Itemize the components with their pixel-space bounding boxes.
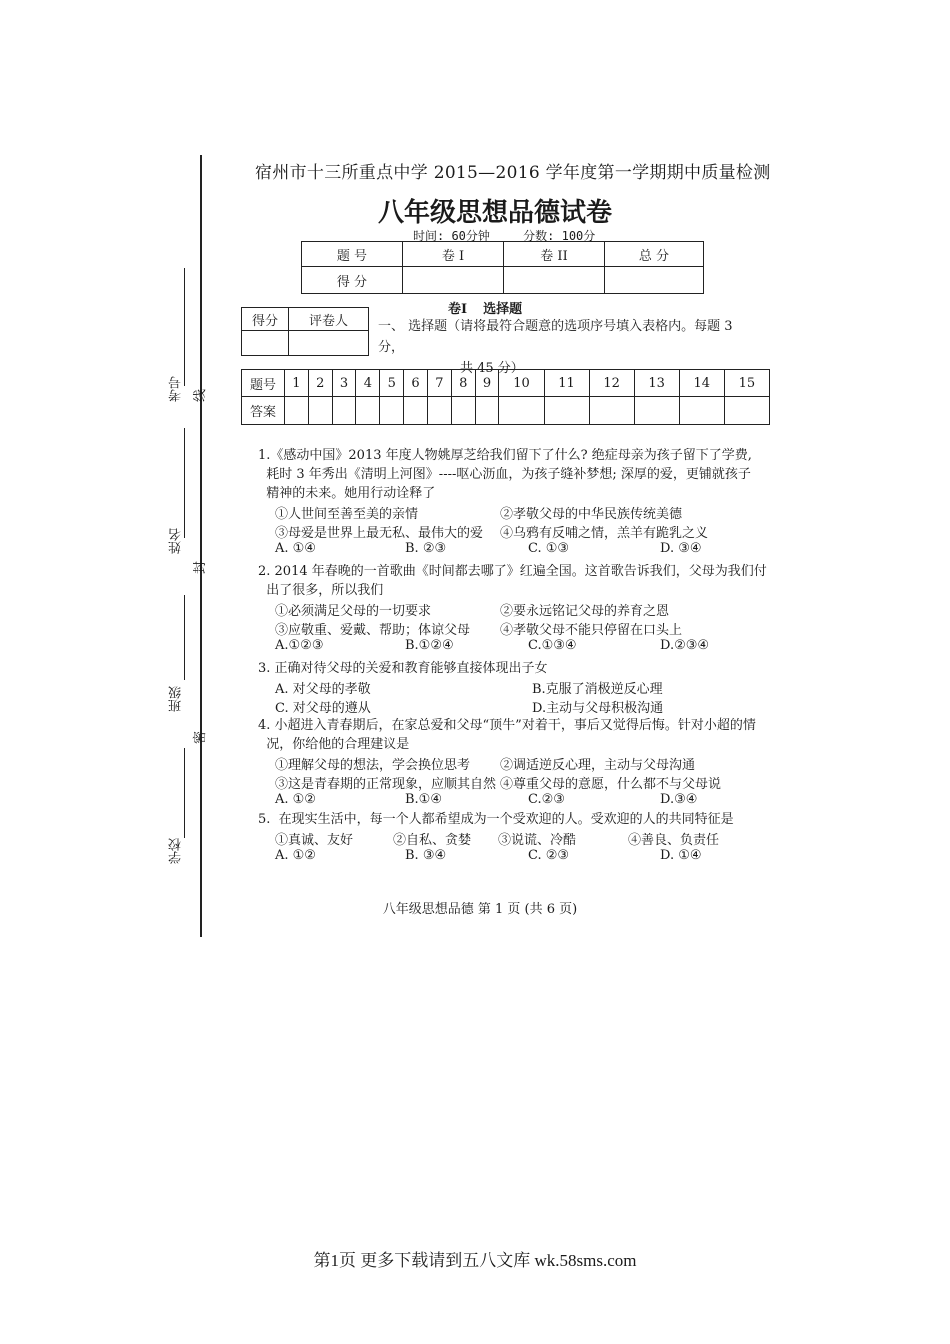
score-cell[interactable] <box>605 267 704 294</box>
question-statement: ①理解父母的想法，学会换位思考 <box>275 758 471 773</box>
answer-number: 11 <box>544 370 589 397</box>
question-text-line: 出了很多，所以我们 <box>258 583 384 598</box>
answer-option: D.主动与父母积极沟通 <box>532 701 664 716</box>
answer-option: B.①④ <box>405 792 442 807</box>
question-statement: ④善良、负责任 <box>628 833 720 848</box>
answer-cell[interactable] <box>499 397 544 425</box>
answer-cell[interactable] <box>589 397 634 425</box>
answer-cell[interactable] <box>427 397 451 425</box>
id-number-blank-line <box>184 268 185 386</box>
grader-header: 评卷人 <box>289 308 369 331</box>
school-blank-line <box>184 748 185 838</box>
answer-row-label: 答案 <box>242 397 285 425</box>
grader-cell[interactable] <box>242 331 289 356</box>
id-number-label: 考号 <box>169 376 184 402</box>
seal-secret-char: 密 <box>193 730 209 745</box>
answer-option: A. ①② <box>275 848 316 863</box>
question-statement: ③母爱是世界上最无私、最伟大的爱 <box>275 526 484 541</box>
score-row-label: 得 分 <box>302 267 403 294</box>
binding-margin-line <box>200 155 202 937</box>
school-label: 学校 <box>169 838 184 864</box>
answer-option: B.克服了消极逆反心理 <box>532 682 663 697</box>
question-statement: ④孝敬父母不能只停留在口头上 <box>500 623 683 638</box>
answer-option: D. ③④ <box>660 541 702 556</box>
question-statement: ①真诚、友好 <box>275 833 354 848</box>
answer-option: C. ①③ <box>528 541 570 556</box>
answer-table <box>241 369 770 425</box>
question-statement: ②要永远铭记父母的养育之恩 <box>500 604 670 619</box>
score-table-header: 卷 I <box>403 242 504 267</box>
question-statement: ③这是青春期的正常现象，应顺其自然 <box>275 777 497 792</box>
answer-option: C. ②③ <box>528 848 570 863</box>
question-text-line: 3. 正确对待父母的关爱和教育能够直接体现出子女 <box>258 661 548 676</box>
answer-cell[interactable] <box>380 397 404 425</box>
seal-seal-char: 封 <box>193 560 209 575</box>
score-table-header: 题 号 <box>302 242 403 267</box>
answer-option: C.②③ <box>528 792 565 807</box>
score-table <box>301 241 704 294</box>
exam-time: 时间: 60分钟 <box>413 229 490 243</box>
answer-option: D.③④ <box>660 792 698 807</box>
question-statement: ③说谎、冷酷 <box>498 833 577 848</box>
score-table-header: 总 分 <box>605 242 704 267</box>
answer-cell[interactable] <box>404 397 428 425</box>
answer-number: 7 <box>427 370 451 397</box>
answer-option: C. 对父母的遵从 <box>275 701 371 716</box>
answer-option: D. ①④ <box>660 848 702 863</box>
answer-cell[interactable] <box>475 397 499 425</box>
answer-number: 8 <box>451 370 475 397</box>
question-statement: ④乌鸦有反哺之情，羔羊有跪乳之义 <box>500 526 709 541</box>
answer-row-label: 题号 <box>242 370 285 397</box>
answer-option: D.②③④ <box>660 638 710 653</box>
answer-option: B. ②③ <box>405 541 447 556</box>
answer-cell[interactable] <box>544 397 589 425</box>
question-statement: ①必须满足父母的一切要求 <box>275 604 432 619</box>
section-title <box>448 298 538 317</box>
question-text-line: 5. 在现实生活中，每一个人都希望成为一个受欢迎的人。受欢迎的人的共同特征是 <box>258 812 734 827</box>
answer-option: C.①③④ <box>528 638 577 653</box>
answer-number: 4 <box>356 370 380 397</box>
answer-number: 14 <box>679 370 724 397</box>
grader-header: 得分 <box>242 308 289 331</box>
name-blank-line <box>184 428 185 538</box>
score-table-header: 卷 II <box>504 242 605 267</box>
answer-number: 6 <box>404 370 428 397</box>
school-header: 宿州市十三所重点中学 2015—2016 学年度第一学期期中质量检测 <box>255 163 771 183</box>
question-text-line: 1.《感动中国》2013 年度人物姚厚芝给我们留下了什么? 绝症母亲为孩子留下了学费, <box>258 448 752 463</box>
answer-number: 13 <box>634 370 679 397</box>
answer-option: A. 对父母的孝敬 <box>275 682 371 697</box>
answer-cell[interactable] <box>356 397 380 425</box>
answer-number: 15 <box>724 370 769 397</box>
question-text-line: 2. 2014 年春晚的一首歌曲《时间都去哪了》红遍全国。这首歌告诉我们，父母为我们付 <box>258 564 767 579</box>
answer-number: 2 <box>308 370 332 397</box>
answer-cell[interactable] <box>451 397 475 425</box>
answer-option: A. ①④ <box>275 541 316 556</box>
question-text-line: 耗时 3 年秀出《清明上河图》----呕心沥血，为孩子缝补梦想; 深厚的爱，更铺就孩子 <box>258 467 751 482</box>
answer-number: 9 <box>475 370 499 397</box>
section-name: 选择题 <box>483 302 523 317</box>
question-statement: ④尊重父母的意愿，什么都不与父母说 <box>500 777 722 792</box>
question-statement: ③应敬重、爱戴、帮助；体谅父母 <box>275 623 471 638</box>
class-label: 班级 <box>169 686 184 712</box>
answer-option: A.①②③ <box>275 638 324 653</box>
seal-line-char: 线 <box>193 388 209 403</box>
grader-table <box>241 307 369 356</box>
exam-page-footer: 八年级思想品德 第 1 页 (共 6 页) <box>382 902 578 917</box>
question-text-line: 精神的未来。她用行动诠释了 <box>258 486 436 501</box>
score-cell[interactable] <box>403 267 504 294</box>
answer-number: 12 <box>589 370 634 397</box>
name-label: 姓名 <box>169 528 184 554</box>
section-volume: 卷I <box>448 302 468 317</box>
page-title: 八年级思想品德试卷 <box>377 198 612 228</box>
question-statement: ①人世间至善至美的亲情 <box>275 507 419 522</box>
question-statement: ②调适逆反心理，主动与父母沟通 <box>500 758 696 773</box>
instruction-line: 共 45 分） <box>460 361 524 376</box>
answer-number: 10 <box>499 370 544 397</box>
answer-number: 3 <box>332 370 356 397</box>
question-statement: ②孝敬父母的中华民族传统美德 <box>500 507 683 522</box>
answer-number: 5 <box>380 370 404 397</box>
score-cell[interactable] <box>504 267 605 294</box>
class-blank-line <box>184 595 185 680</box>
site-footer: 第1页 更多下载请到五八文库 wk.58sms.com <box>313 1251 637 1270</box>
answer-cell[interactable] <box>724 397 769 425</box>
answer-option: B. ③④ <box>405 848 447 863</box>
answer-cell[interactable] <box>308 397 332 425</box>
answer-option: B.①②④ <box>405 638 454 653</box>
answer-cell[interactable] <box>332 397 356 425</box>
answer-cell[interactable] <box>679 397 724 425</box>
question-statement: ②自私、贪婪 <box>393 833 472 848</box>
answer-cell[interactable] <box>634 397 679 425</box>
instruction-line: 一、 选择题（请将最符合题意的选项序号填入表格内。每题 3 分， <box>378 319 733 355</box>
exam-score: 分数: 100分 <box>523 229 596 243</box>
grader-cell[interactable] <box>289 331 369 356</box>
answer-cell[interactable] <box>285 397 309 425</box>
answer-number: 1 <box>285 370 309 397</box>
question-text-line: 4. 小超进入青春期后，在家总爱和父母“顶牛”对着干，事后又觉得后悔。针对小超的情 <box>258 718 756 733</box>
question-text-line: 况，你给他的合理建议是 <box>258 737 410 752</box>
answer-option: A. ①② <box>275 792 316 807</box>
